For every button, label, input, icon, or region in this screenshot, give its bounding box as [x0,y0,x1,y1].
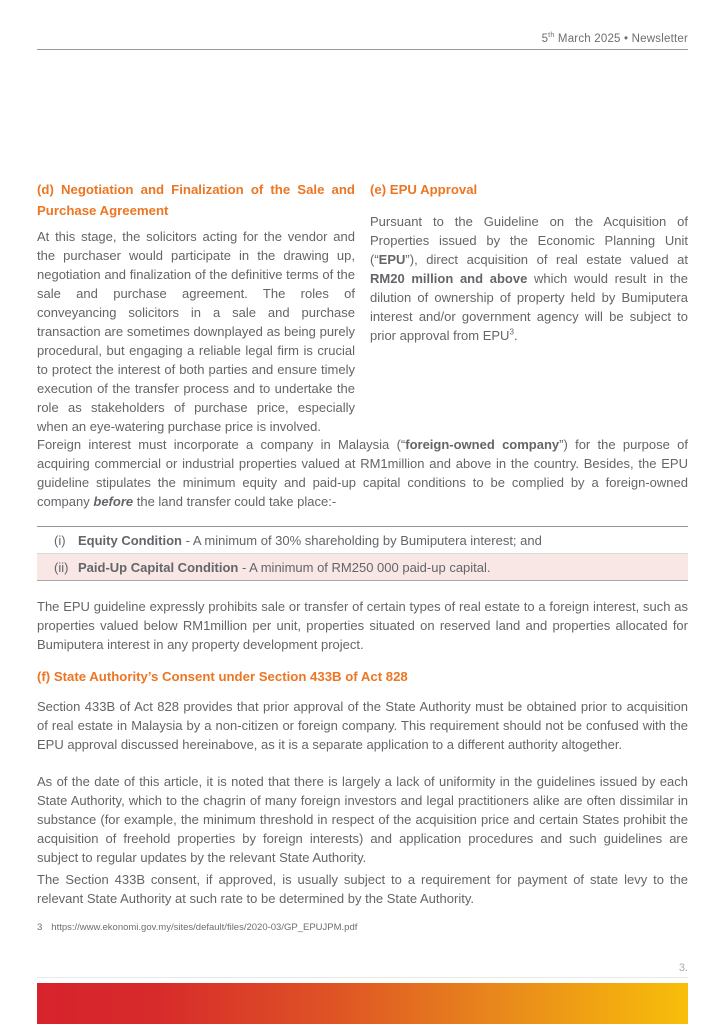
section-body-e [370,212,688,345]
text-run: - A minimum of 30% shareholding by Bumiputera interest; and [181,532,542,548]
text-run: Paid-Up Capital Condition [78,559,239,575]
text-run: the land transfer could take place:- [133,494,337,509]
paragraph-epu-prohibition: The EPU guideline expressly prohibits sale or transfer of certain types of real estate to a foreign interest, such as properties valued below RM1million per unit, properties situated on reserved land and properties allocated for Bumiputera interest in any property development project. [37,599,688,652]
two-column-section [37,179,688,436]
condition-number: (i) [54,532,66,548]
text-run: RM20 million and above [370,271,528,286]
header-date [542,33,688,45]
text-run: March 2025 [554,33,625,45]
text-run: Newsletter [628,33,688,45]
footnote [37,922,688,934]
section-heading-e: (e) EPU Approval [370,182,478,197]
text-run: foreign-owned company [405,437,560,452]
section-body-d: At this stage, the solicitors acting for the vendor and the purchaser would participate in the drawing up, negotiation and finalization of the definitive terms of the sale and purchase agreement. The roles of conveyancing solicitors in a sale and purchase transaction are sometimes downplayed as being purely procedural, but engaging a reliable legal firm is crucial to protect the interest of both parties and ensure timely execution of the transfer process and to undertake the role as stakeholders of purchase price, especially when an eye-watering purchase price is involved. [37,229,355,434]
conditions-table [37,526,688,581]
text-run: - A minimum of RM250 000 paid-up capital. [238,559,491,575]
section-heading-f: (f) State Authority’s Consent under Section 433B of Act 828 [37,669,408,684]
paragraph-uniformity: As of the date of this article, it is noted that there is largely a lack of uniformity in the guidelines issued by each State Authority, which to the chagrin of many foreign investors and legal practitioners alike are often dissimilar in substance (for example, the minimum threshold in respect of the acquisition price and certain States prohibit the acquisition of freehold properties by foreign interests) and application procedures and such guidelines are subject to regular updates by the relevant State Authority. [37,774,688,865]
text-run: ”) for the purpose of acquiring commercial or industrial properties valued at RM1million and above in the country. Besides, the EPU guideline stipulates the minimum equity and paid-up capital conditions to be complied by a foreign-owned company [37,437,688,509]
text-run: • [624,33,629,45]
page-number: 3. [678,962,688,974]
paragraph-state-levy: The Section 433B consent, if approved, is usually subject to a requirement for payment of state levy to the relevant State Authority at such rate to be determined by the State Authority. [37,872,688,906]
text-run: th [548,31,555,40]
text-run: Equity Condition [78,532,182,548]
footer-gradient-bar [37,983,688,1024]
text-run: 5 [541,33,549,45]
header-divider [37,49,688,50]
text-run: which would result in the dilution of ownership of property held by Bumiputera interest and/or government agency will be subject to prior approval from EPU [370,271,688,343]
column-right [370,179,688,436]
text-run: Foreign interest must incorporate a company in Malaysia (“ [37,437,406,452]
footer-divider [37,977,688,978]
condition-text [78,531,680,550]
footnote-url-link[interactable]: https://www.ekonomi.gov.my/sites/default/files/2020-03/GP_EPUJPM.pdf [51,922,358,933]
text-run: EPU [378,252,406,267]
condition-row-equity [37,527,688,553]
condition-row-paid-up-capital [37,553,688,580]
section-heading-d: (d) Negotiation and Finalization of the Sale and Purchase Agreement [37,182,355,218]
text-run: before [93,494,134,509]
text-run: 3 [509,327,514,337]
text-run: ”), direct acquisition of real estate valued at [405,252,688,267]
paragraph-foreign-interest [37,435,688,511]
footnote-number: 3 [37,922,43,933]
text-run: Pursuant to the Guideline on the Acquisition of Properties issued by the Economic Planning Unit (“ [370,214,688,267]
column-left [37,179,355,436]
text-run: . [513,328,518,343]
condition-text [78,558,680,577]
condition-number: (ii) [54,559,69,575]
paragraph-section-433b: Section 433B of Act 828 provides that prior approval of the State Authority must be obtained prior to acquisition of real estate in Malaysia by a non-citizen or foreign company. This requirement should not be confused with the EPU approval discussed hereinabove, as it is a separate application to a different authority altogether. [37,699,688,752]
